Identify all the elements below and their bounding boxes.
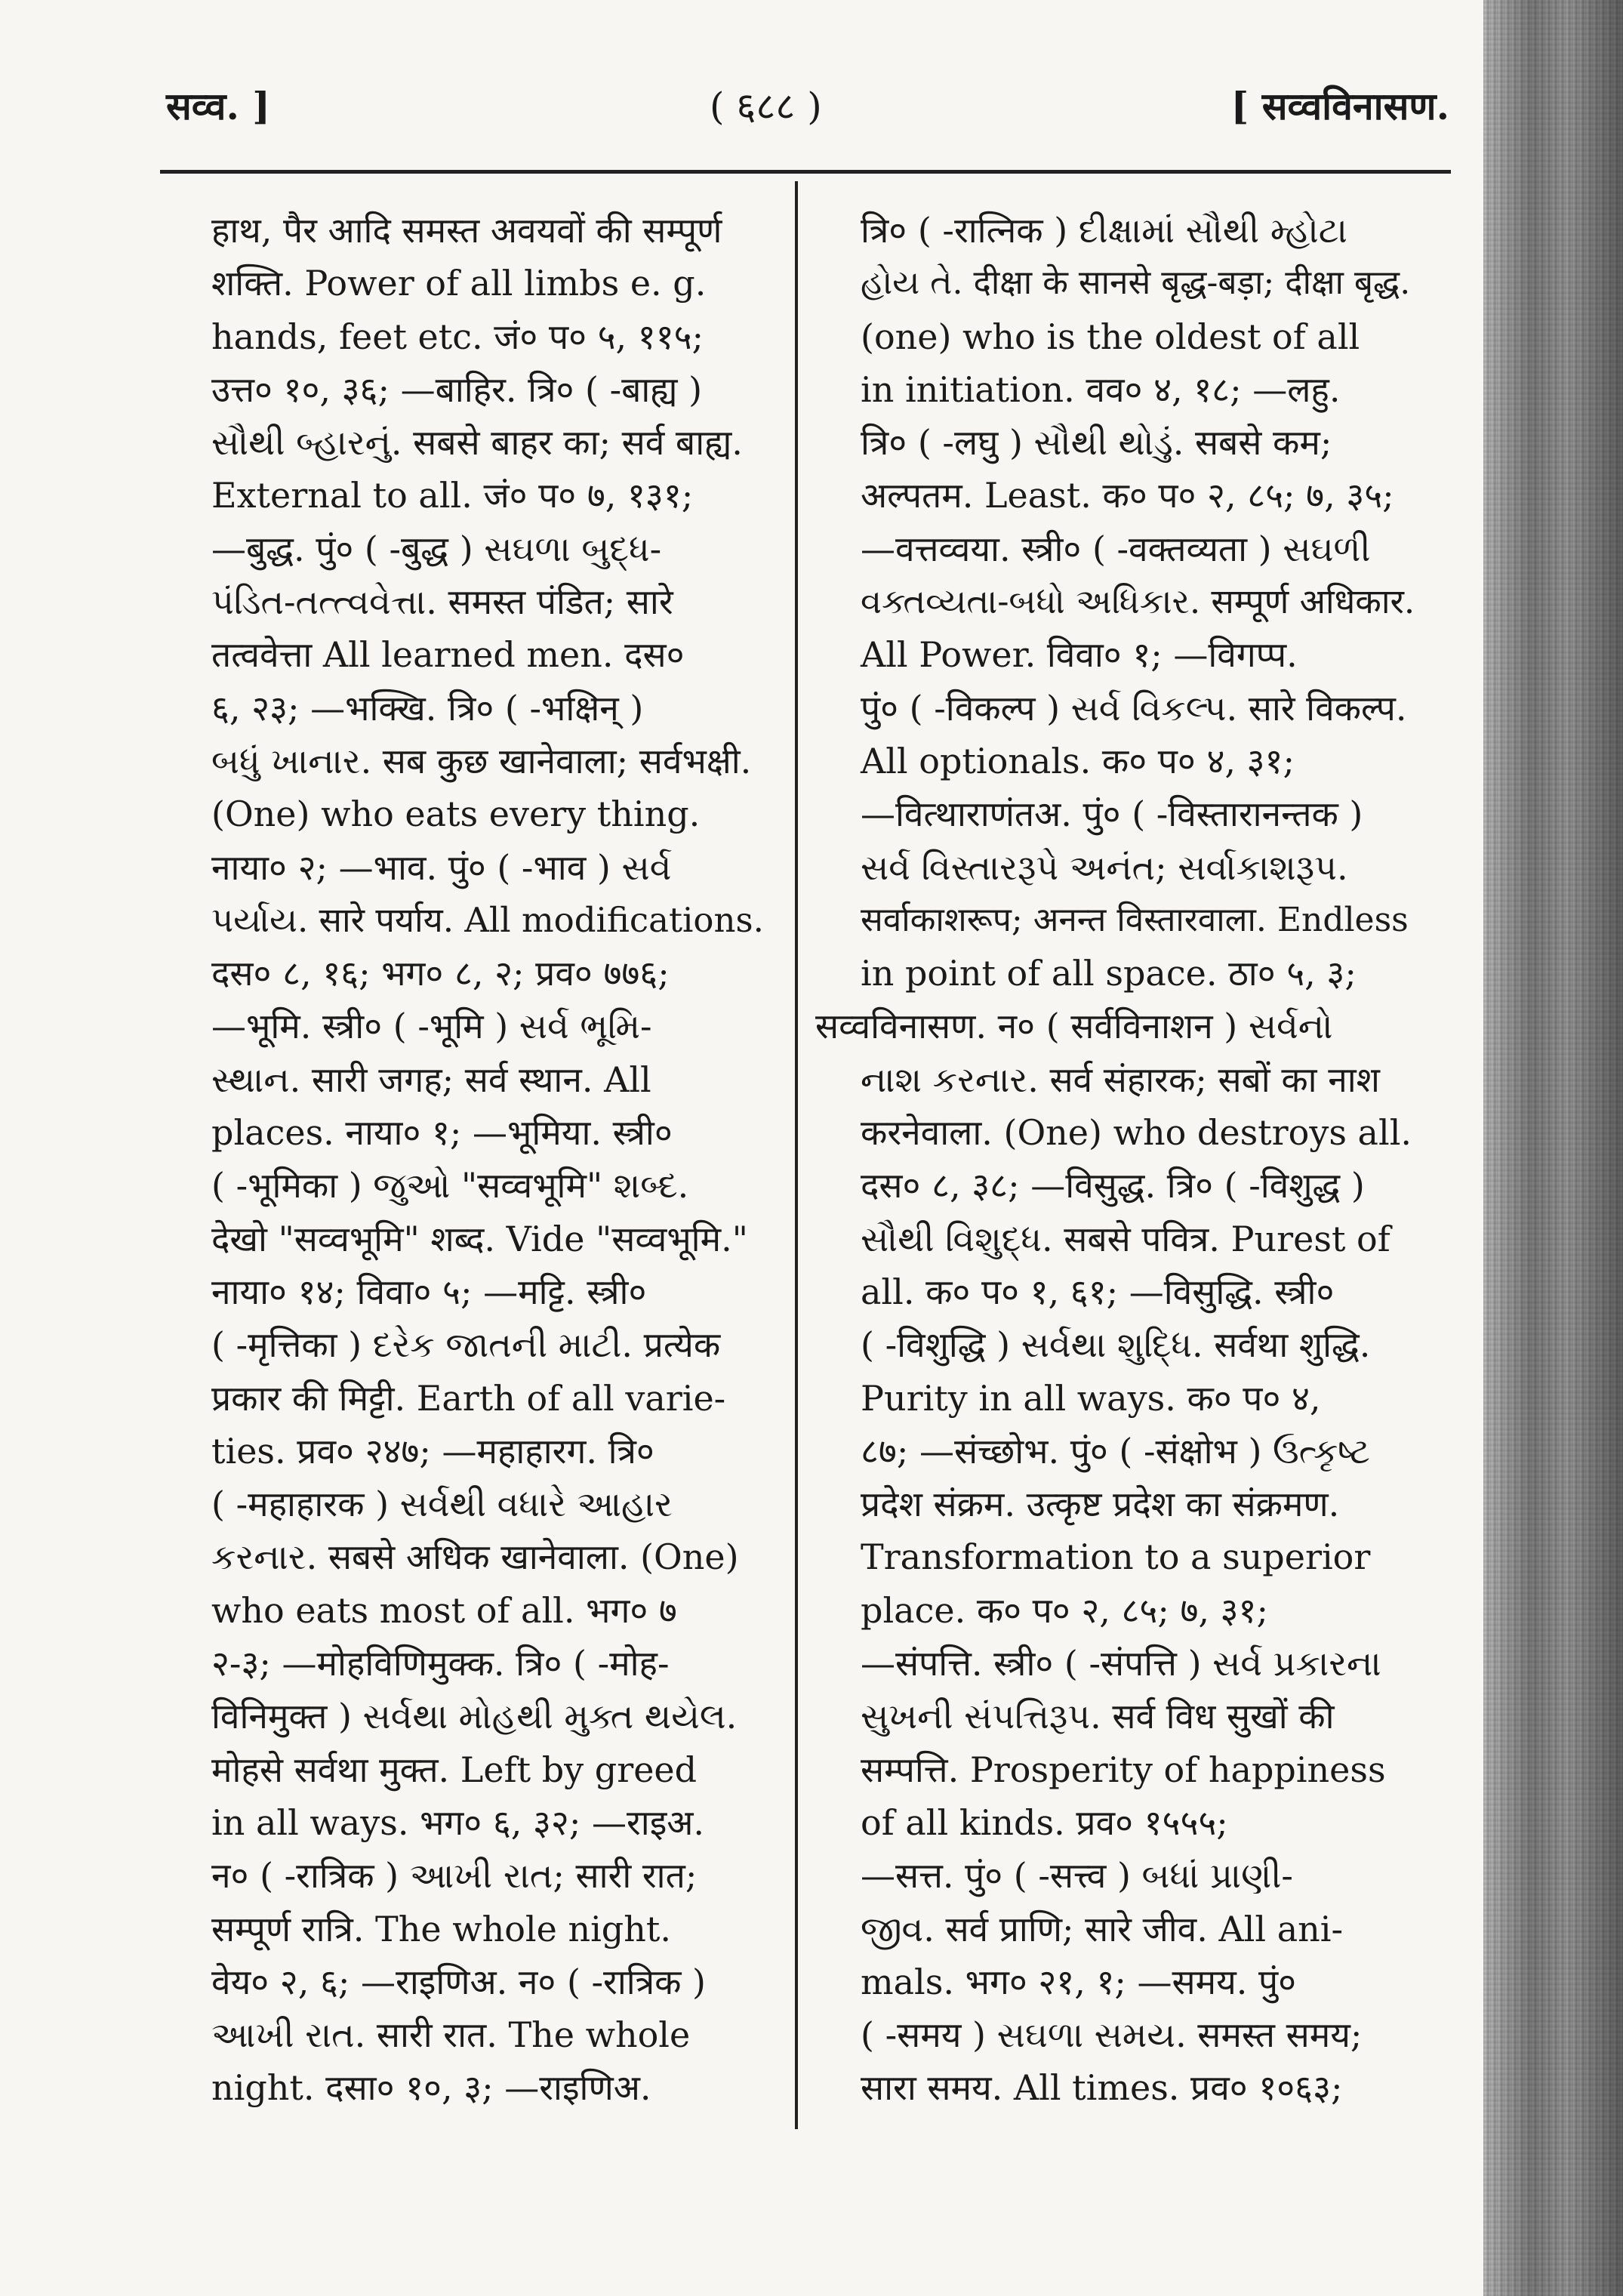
entry-line: दस० ८, १६; भग० ८, २; प्रव० ७७६; — [211, 953, 670, 994]
entry-line: सम्पूर्ण रात्रि. The whole night. — [211, 1908, 671, 1949]
right-column — [815, 204, 1418, 2115]
entry-line: दस० ८, ३८; —विसुद्ध. त्रि० ( -विशुद्ध ) — [861, 1165, 1365, 1207]
entry-line: ६, २३; —भक्खि. त्रि० ( -भक्षिन् ) — [211, 687, 644, 729]
entry-line: ( -भूमिका ) જુઓ "सव्वभूमि" શબ્દ. — [211, 1165, 689, 1207]
entry-line: शक्ति. Power of all limbs e. g. — [211, 263, 707, 304]
entry-line: બધું ખાનાર. सब कुछ खानेवाला; सर्वभक्षी. — [211, 740, 752, 781]
entry-line: —संपत्ति. स्त्री० ( -संपत्ति ) સર્વ પ્રકારના — [861, 1643, 1381, 1684]
entry-line: त्रि० ( -रात्निक ) દીક્ષામાં સૌથી મ્હોટા — [861, 210, 1347, 251]
entry-line: पुं० ( -विकल्प ) સર્વ વિકલ્પ. सारे विकल्प. — [861, 687, 1407, 729]
entry-line: પંડિત-તત્ત્વવેત્તા. समस्त पंडित; सारे — [211, 581, 673, 623]
entry-line: ( -समय ) સઘળા સમય. समस्त समय; — [861, 2014, 1363, 2056]
entry-line: place. क० प० २, ८५; ७, ३१; — [861, 1589, 1268, 1631]
entry-line: —वित्थाराणंतअ. पुं० ( -विस्तारानन्तक ) — [861, 794, 1363, 835]
entry-line: in point of all space. ठा० ५, ३; — [861, 953, 1357, 994]
entry-line: नाया० १४; विवा० ५; —मट्टि. स्त्री० — [211, 1271, 647, 1312]
entry-line: त्रि० ( -लघु ) સૌથી થોડું. सबसे कम; — [861, 422, 1332, 464]
entry-line: નાશ કરનાર. सर्व संहारक; सबों का नाश — [861, 1059, 1380, 1100]
entry-line: External to all. जं० प० ७, १३१; — [211, 475, 694, 516]
entry-line: Purity in all ways. क० प० ४, — [861, 1377, 1321, 1419]
entry-line: સૌથી વિશુદ્ધ. सबसे पवित्र. Purest of — [861, 1218, 1390, 1259]
entry-line: આખી રાત. सारी रात. The whole — [211, 2014, 691, 2056]
entry-line: (one) who is the oldest of all — [861, 316, 1360, 357]
header-left-word: सव्व. ] — [166, 84, 270, 128]
entry-line: —वत्तव्वया. स्त्री० ( -वक्तव्यता ) સઘળી — [861, 528, 1371, 569]
entry-line: All Power. विवा० १; —विगप्प. — [861, 634, 1298, 676]
entry-line: પર્યાય. सारे पर्याय. All modifications. — [211, 899, 764, 940]
entry-line: mals. भग० २१, १; —समय. पुं० — [861, 1961, 1297, 2002]
entry-line: All optionals. क० प० ४, ३१; — [861, 740, 1295, 781]
header-right-word: [ सव्वविनासण. — [1230, 84, 1449, 128]
entry-line: હોય તે. दीक्षा के सानसे बृद्ध-बड़ा; दीक्षा बृद्ध. — [861, 264, 1411, 303]
entry-line: of all kinds. प्रव० १५५५; — [861, 1801, 1228, 1843]
entry-line: करनेवाला. (One) who destroys all. — [861, 1112, 1412, 1154]
entry-line: देखो "सव्वभूमि" शब्द. Vide "सव्वभूमि." — [211, 1218, 748, 1259]
entry-line: प्रकार की मिट्टी. Earth of all varie- — [211, 1377, 726, 1419]
entry-line: तत्ववेत्ता All learned men. दस० — [211, 634, 685, 676]
entry-line: places. नाया० १; —भूमिया. स्त्री० — [211, 1112, 673, 1154]
scan-edge-shadow — [1483, 0, 1623, 2296]
entry-line: प्रदेश संक्रम. उत्कृष्ट प्रदेश का संक्रमण. — [861, 1484, 1340, 1525]
entry-line: सर्वाकाशरूप; अनन्त विस्तारवाला. Endless — [861, 900, 1409, 939]
entry-line: ( -विशुद्धि ) સર્વથા શુદ્ધિ. सर्वथा शुद्धि. — [861, 1324, 1371, 1366]
entry-line: hands, feet etc. जं० प० ५, ११५; — [211, 316, 704, 357]
entry-line: સુખની સંપત્તિરૂપ. सर्व विध सुखों की — [861, 1696, 1335, 1737]
entry-line: in all ways. भग० ६, ३२; —राइअ. — [211, 1801, 705, 1843]
entry-line: સ્થાન. सारी जगह; सर्व स्थान. All — [211, 1059, 651, 1100]
entry-line: જીવ. सर्व प्राणि; सारे जीव. All ani- — [861, 1908, 1344, 1949]
entry-line: उत्त० १०, ३६; —बाहिर. त्रि० ( -बाह्य ) — [211, 368, 703, 410]
entry-line: વક્તવ્યતા-બધો અધિકાર. सम्पूर्ण अधिकार. — [861, 581, 1415, 622]
entry-line: सम्पत्ति. Prosperity of happiness — [861, 1749, 1386, 1790]
entry-line: all. क० प० १, ६१; —विसुद्धि. स्त्री० — [861, 1271, 1335, 1312]
entry-line: न० ( -रात्रिक ) આખી રાત; सारी रात; — [211, 1855, 698, 1897]
entry-line: સર્વ વિસ્તારરૂપે અનંત; સર્વાકાશરૂપ. — [861, 846, 1348, 888]
entry-line: सव्वविनासण. न० ( सर्वविनाशन ) સર્વનો — [815, 1006, 1333, 1047]
page-number: ( ६८८ ) — [710, 85, 822, 128]
entry-line: ties. प्रव० २४७; —महाहारग. त्रि० — [211, 1430, 654, 1472]
entry-line: विनिमुक्त ) સર્વથા મોહથી મુક્ત થયેલ. — [211, 1696, 738, 1737]
entry-line: हाथ, पैर आदि समस्त अवयवों की सम्पूर्ण — [211, 210, 722, 251]
entry-line: ( -मृत्तिका ) દરેક જાતની માટી. प्रत्येक — [211, 1324, 721, 1366]
entry-line: night. दसा० १०, ३; —राइणिअ. — [211, 2067, 651, 2109]
entry-line: —भूमि. स्त्री० ( -भूमि ) સર્વ ભૂમિ- — [211, 1006, 652, 1047]
entry-line: अल्पतम. Least. क० प० २, ८५; ७, ३५; — [861, 475, 1394, 516]
entry-line: २-३; —मोहविणिमुक्क. त्रि० ( -मोह- — [211, 1643, 670, 1684]
entry-line: in initiation. वव० ४, १८; —लहु. — [861, 368, 1341, 410]
entry-line: —सत्त. पुं० ( -सत्त्व ) બધાં પ્રાણી- — [861, 1855, 1293, 1897]
entry-line: (One) who eats every thing. — [211, 794, 701, 835]
entry-line: ( -महाहारक ) સર્વથી વધારે આહાર — [211, 1484, 673, 1525]
entry-line: नाया० २; —भाव. पुं० ( -भाव ) સર્વ — [211, 846, 672, 888]
left-column — [211, 204, 774, 2115]
column-divider — [795, 181, 798, 2129]
page-header — [166, 79, 1449, 140]
entry-line: मोहसे सर्वथा मुक्त. Left by greed — [211, 1749, 698, 1790]
entry-line: सारा समय. All times. प्रव० १०६३; — [861, 2067, 1343, 2109]
header-rule — [160, 170, 1451, 174]
entry-line: સૌથી બ્હારનું. सबसे बाहर का; सर्व बाह्य. — [211, 422, 743, 464]
entry-line: Transformation to a superior — [861, 1536, 1371, 1578]
entry-line: वेय० २, ६; —राइणिअ. न० ( -रात्रिक ) — [211, 1961, 706, 2002]
entry-line: કરનાર. सबसे अधिक खानेवाला. (One) — [211, 1536, 739, 1578]
entry-line: —बुद्ध. पुं० ( -बुद्ध ) સઘળા બુદ્ધ- — [211, 528, 662, 569]
entry-line: who eats most of all. भग० ७ — [211, 1589, 677, 1631]
entry-line: ८७; —संच्छोभ. पुं० ( -संक्षोभ ) ઉત્કૃષ્ટ — [861, 1430, 1370, 1472]
